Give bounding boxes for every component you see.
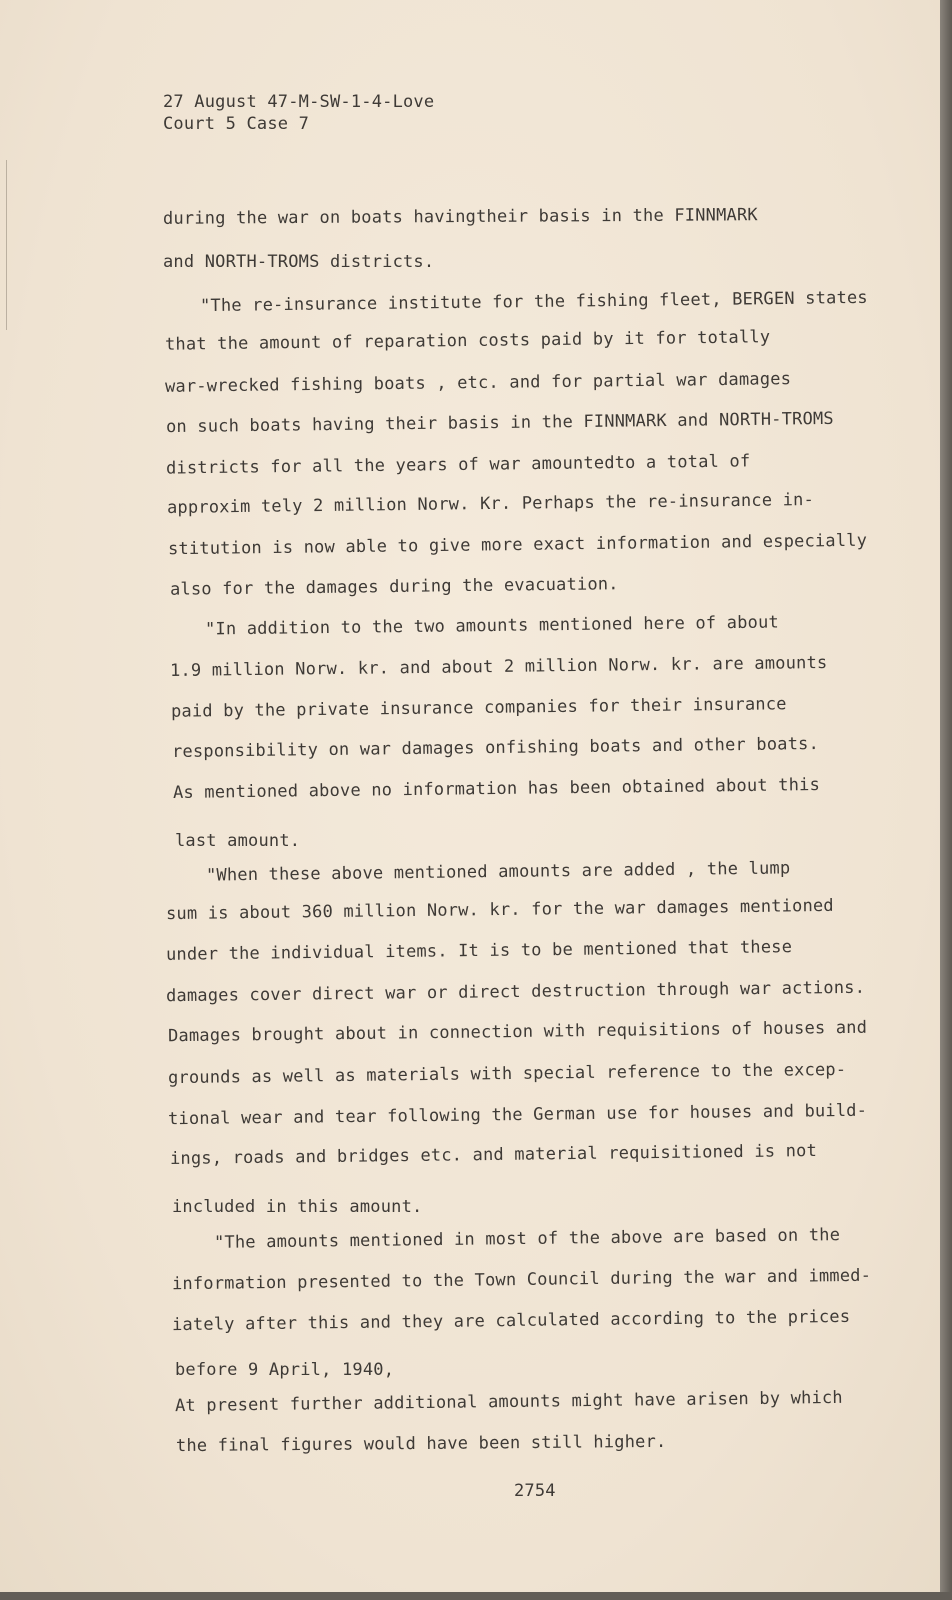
body-line: and NORTH-TROMS districts. xyxy=(163,252,435,272)
body-line: on such boats having their basis in the FINNMARK and NORTH-TROMS xyxy=(165,408,834,438)
body-line: information presented to the Town Council during the war and immed- xyxy=(171,1265,872,1295)
body-line: "The amounts mentioned in most of the above are based on the xyxy=(213,1225,841,1253)
body-line: At present further additional amounts might have arisen by which xyxy=(174,1387,843,1417)
header-date-reference: 27 August 47-M-SW-1-4-Love xyxy=(163,92,435,112)
body-line: war-wrecked fishing boats , etc. and for partial war damages xyxy=(164,369,792,397)
body-line: "In addition to the two amounts mentioned here of about xyxy=(204,612,780,640)
body-line: sum is about 360 million Norw. kr. for the war damages mentioned xyxy=(165,895,834,925)
body-line: also for the damages during the evacuation. xyxy=(169,574,619,600)
body-line: Damages brought about in connection with requisitions of houses and xyxy=(167,1017,868,1047)
body-line: before 9 April, 1940, xyxy=(175,1360,395,1380)
body-line: grounds as well as materials with special reference to the excep- xyxy=(167,1059,847,1089)
body-line: stitution is now able to give more exact information and especially xyxy=(167,530,868,560)
binding-mark xyxy=(6,160,7,330)
body-line: paid by the private insurance companies for their insurance xyxy=(170,694,787,722)
body-line: As mentioned above no information has been obtained about this xyxy=(172,775,821,803)
body-line: the final figures would have been still higher. xyxy=(175,1431,667,1457)
body-line: 1.9 million Norw. kr. and about 2 million Norw. kr. are amounts xyxy=(169,652,828,682)
body-line: ings, roads and bridges etc. and material requisitioned is not xyxy=(169,1141,818,1169)
body-line: damages cover direct war or direct destruction through war actions. xyxy=(165,977,866,1007)
scan-edge-right xyxy=(940,0,952,1600)
body-line: "When these above mentioned amounts are added , the lump xyxy=(205,858,791,886)
page-number: 2754 xyxy=(514,1481,556,1501)
body-line: tional wear and tear following the German use for houses and build- xyxy=(167,1100,868,1130)
body-line: districts for all the years of war amountedto a total of xyxy=(165,451,751,479)
body-line: "The re-insurance institute for the fishing fleet, BERGEN states xyxy=(199,287,868,317)
scan-edge-bottom xyxy=(0,1592,952,1600)
body-line: that the amount of reparation costs paid by it for totally xyxy=(164,327,771,355)
body-line: responsibility on war damages onfishing boats and other boats. xyxy=(171,734,820,762)
body-line: approxim tely 2 million Norw. Kr. Perhaps the re-insurance in- xyxy=(166,490,815,518)
body-line: last amount. xyxy=(175,831,301,851)
header-court-case: Court 5 Case 7 xyxy=(163,114,310,134)
body-line: under the individual items. It is to be mentioned that these xyxy=(165,937,793,965)
body-line: included in this amount. xyxy=(172,1197,423,1217)
body-line: iately after this and they are calculated according to the prices xyxy=(171,1306,851,1336)
body-line: during the war on boats havingtheir basis in the FINNMARK xyxy=(162,205,758,229)
